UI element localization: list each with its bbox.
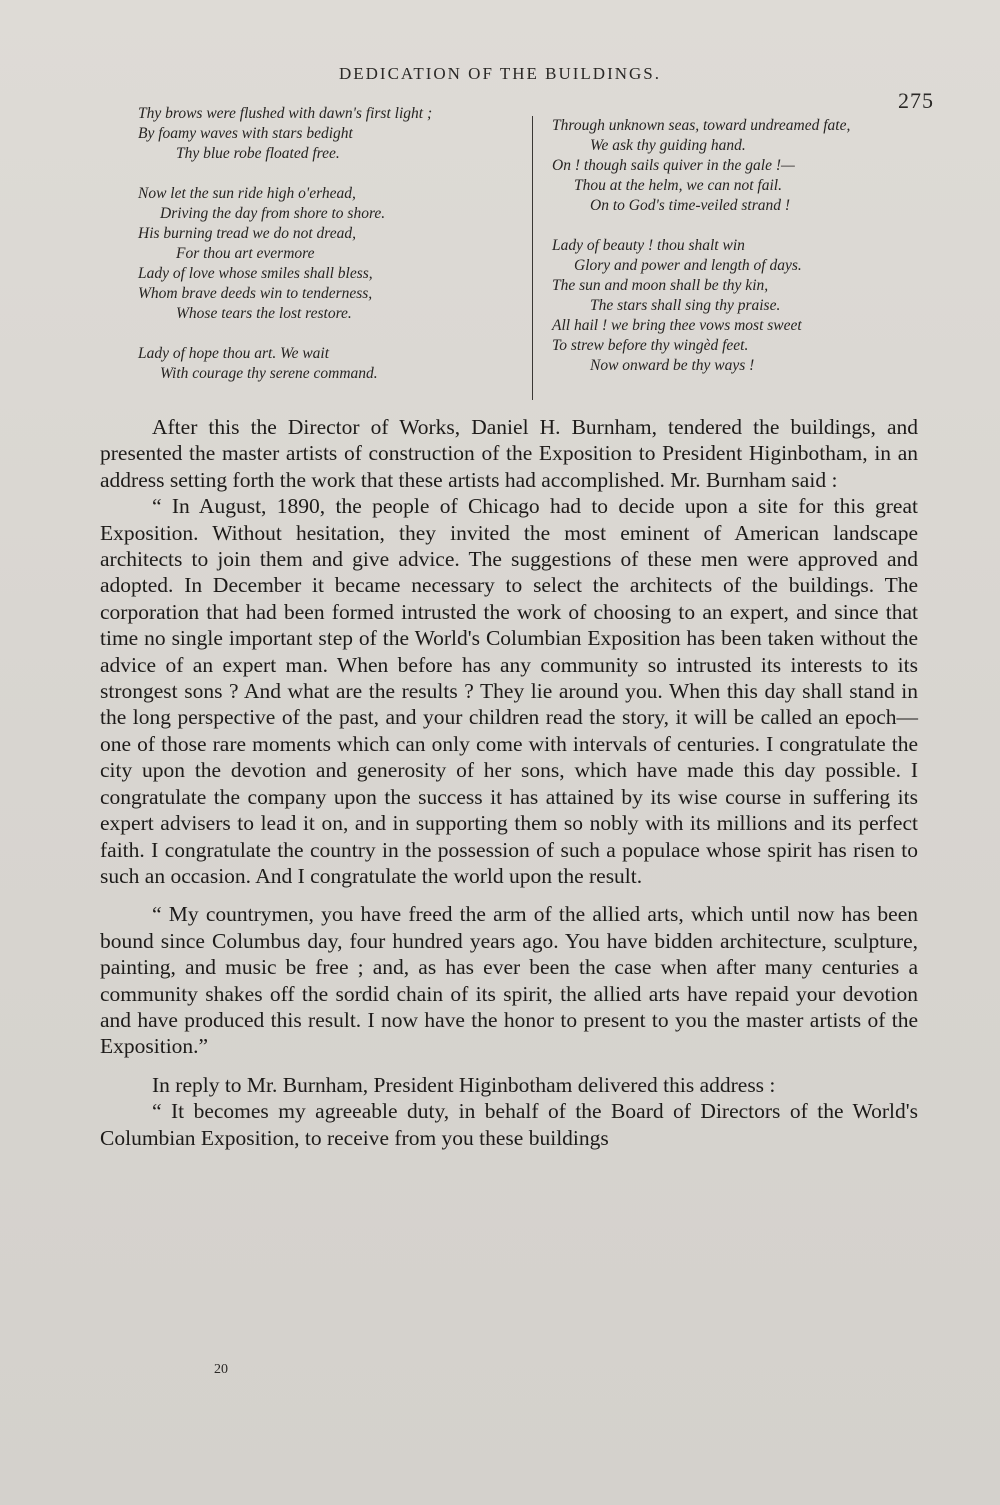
paragraph: “ It becomes my agreeable duty, in behalf of the Board of Directors of the World's Columbian Exposition, to receive from you these buildings (100, 1099, 918, 1150)
poem-line: His burning tread we do not dread, (138, 225, 356, 242)
page-number: 275 (898, 88, 934, 113)
poem-line: Lady of hope thou art. We wait (138, 345, 330, 362)
poem-line: By foamy waves with stars bedight (138, 125, 353, 142)
signature-mark: 20 (214, 1362, 228, 1377)
poem-line: With courage thy serene command. (160, 365, 378, 382)
poem-line: Driving the day from shore to shore. (160, 205, 386, 222)
poem-stanza (552, 236, 952, 376)
poem-stanza (138, 104, 518, 164)
poem-line: Glory and power and length of days. (574, 257, 802, 274)
poem-line: All hail ! we bring thee vows most sweet (552, 317, 802, 334)
poem-line: Now let the sun ride high o'erhead, (138, 185, 356, 202)
running-head: DEDICATION OF THE BUILDINGS. (338, 64, 661, 83)
poem-line: Through unknown seas, toward undreamed fate, (552, 117, 851, 134)
poem-left-column (138, 104, 518, 404)
poem-stanza (138, 344, 518, 384)
poem-line: Thy blue robe floated free. (176, 145, 340, 162)
poem-stanza (552, 116, 952, 216)
body-text (100, 414, 918, 1151)
paragraph: “ In August, 1890, the people of Chicago had to decide upon a site for this great Exposition. Without hesitation, they invited the most eminent of American landscape architects to join them and give advice. The suggestions of these men were approved and adopted. In December it became necessary to select the architects of the buildings. The corporation that had been formed intrusted the work of choosing to an expert, and since that time no single important step of the World's Columbian Exposition has been taken without the advice of an expert man. When before has any community so intrusted its interests to its strongest sons ? And what are the results ? They lie around you. When this day shall stand in the long perspective of the past, and your children read the story, it will be called an epoch—one of those rare moments which can only come with intervals of centuries. I congratulate the city upon the devotion and generosity of her sons, which have made this day possible. I congratulate the company upon the success it has attained by its wise course in suffering its expert advisers to lead it on, and in supporting them so nobly with its millions and its perfect faith. I congratulate the country in the possession of such a populace whose spirit has risen to such an occasion. And I congratulate the world upon the result. (100, 494, 918, 888)
poem-line: We ask thy guiding hand. (590, 137, 746, 154)
paragraph: “ My countrymen, you have freed the arm of the allied arts, which until now has been bound since Columbus day, four hundred years ago. You have bidden architecture, sculpture, painting, and music be free ; and, as has ever been the case when after many centuries a community shakes off the sordid chain of its spirit, the allied arts have repaid your devotion and have produced this result. I now have the honor to present to you the master artists of the Exposition.” (100, 902, 918, 1059)
paragraph: In reply to Mr. Burnham, President Higinbotham delivered this address : (152, 1072, 776, 1097)
poem-line: On to God's time-veiled strand ! (590, 197, 791, 214)
poem-line: For thou art evermore (176, 245, 315, 262)
poem-line: To strew before thy wingèd feet. (552, 337, 749, 354)
poem-line: Thy brows were flushed with dawn's first light ; (138, 105, 433, 122)
paragraph: After this the Director of Works, Daniel H. Burnham, tendered the buildings, and presented the master artists of construction of the Exposition to President Higinbotham, in an address setting forth the work that these artists had accomplished. Mr. Burnham said : (100, 415, 918, 492)
poem-right-column (552, 116, 952, 396)
poem-line: Lady of beauty ! thou shalt win (552, 237, 745, 254)
poem-stanza (138, 184, 518, 324)
poem-line: Now onward be thy ways ! (590, 357, 755, 374)
poem-line: Lady of love whose smiles shall bless, (138, 265, 373, 282)
poem-line: On ! though sails quiver in the gale !— (552, 157, 795, 174)
poem-line: Thou at the helm, we can not fail. (574, 177, 782, 194)
poem-line: The stars shall sing thy praise. (590, 297, 781, 314)
column-divider (532, 116, 533, 400)
poem-line: Whose tears the lost restore. (176, 305, 352, 322)
poem-line: The sun and moon shall be thy kin, (552, 277, 769, 294)
poem-line: Whom brave deeds win to tenderness, (138, 285, 373, 302)
